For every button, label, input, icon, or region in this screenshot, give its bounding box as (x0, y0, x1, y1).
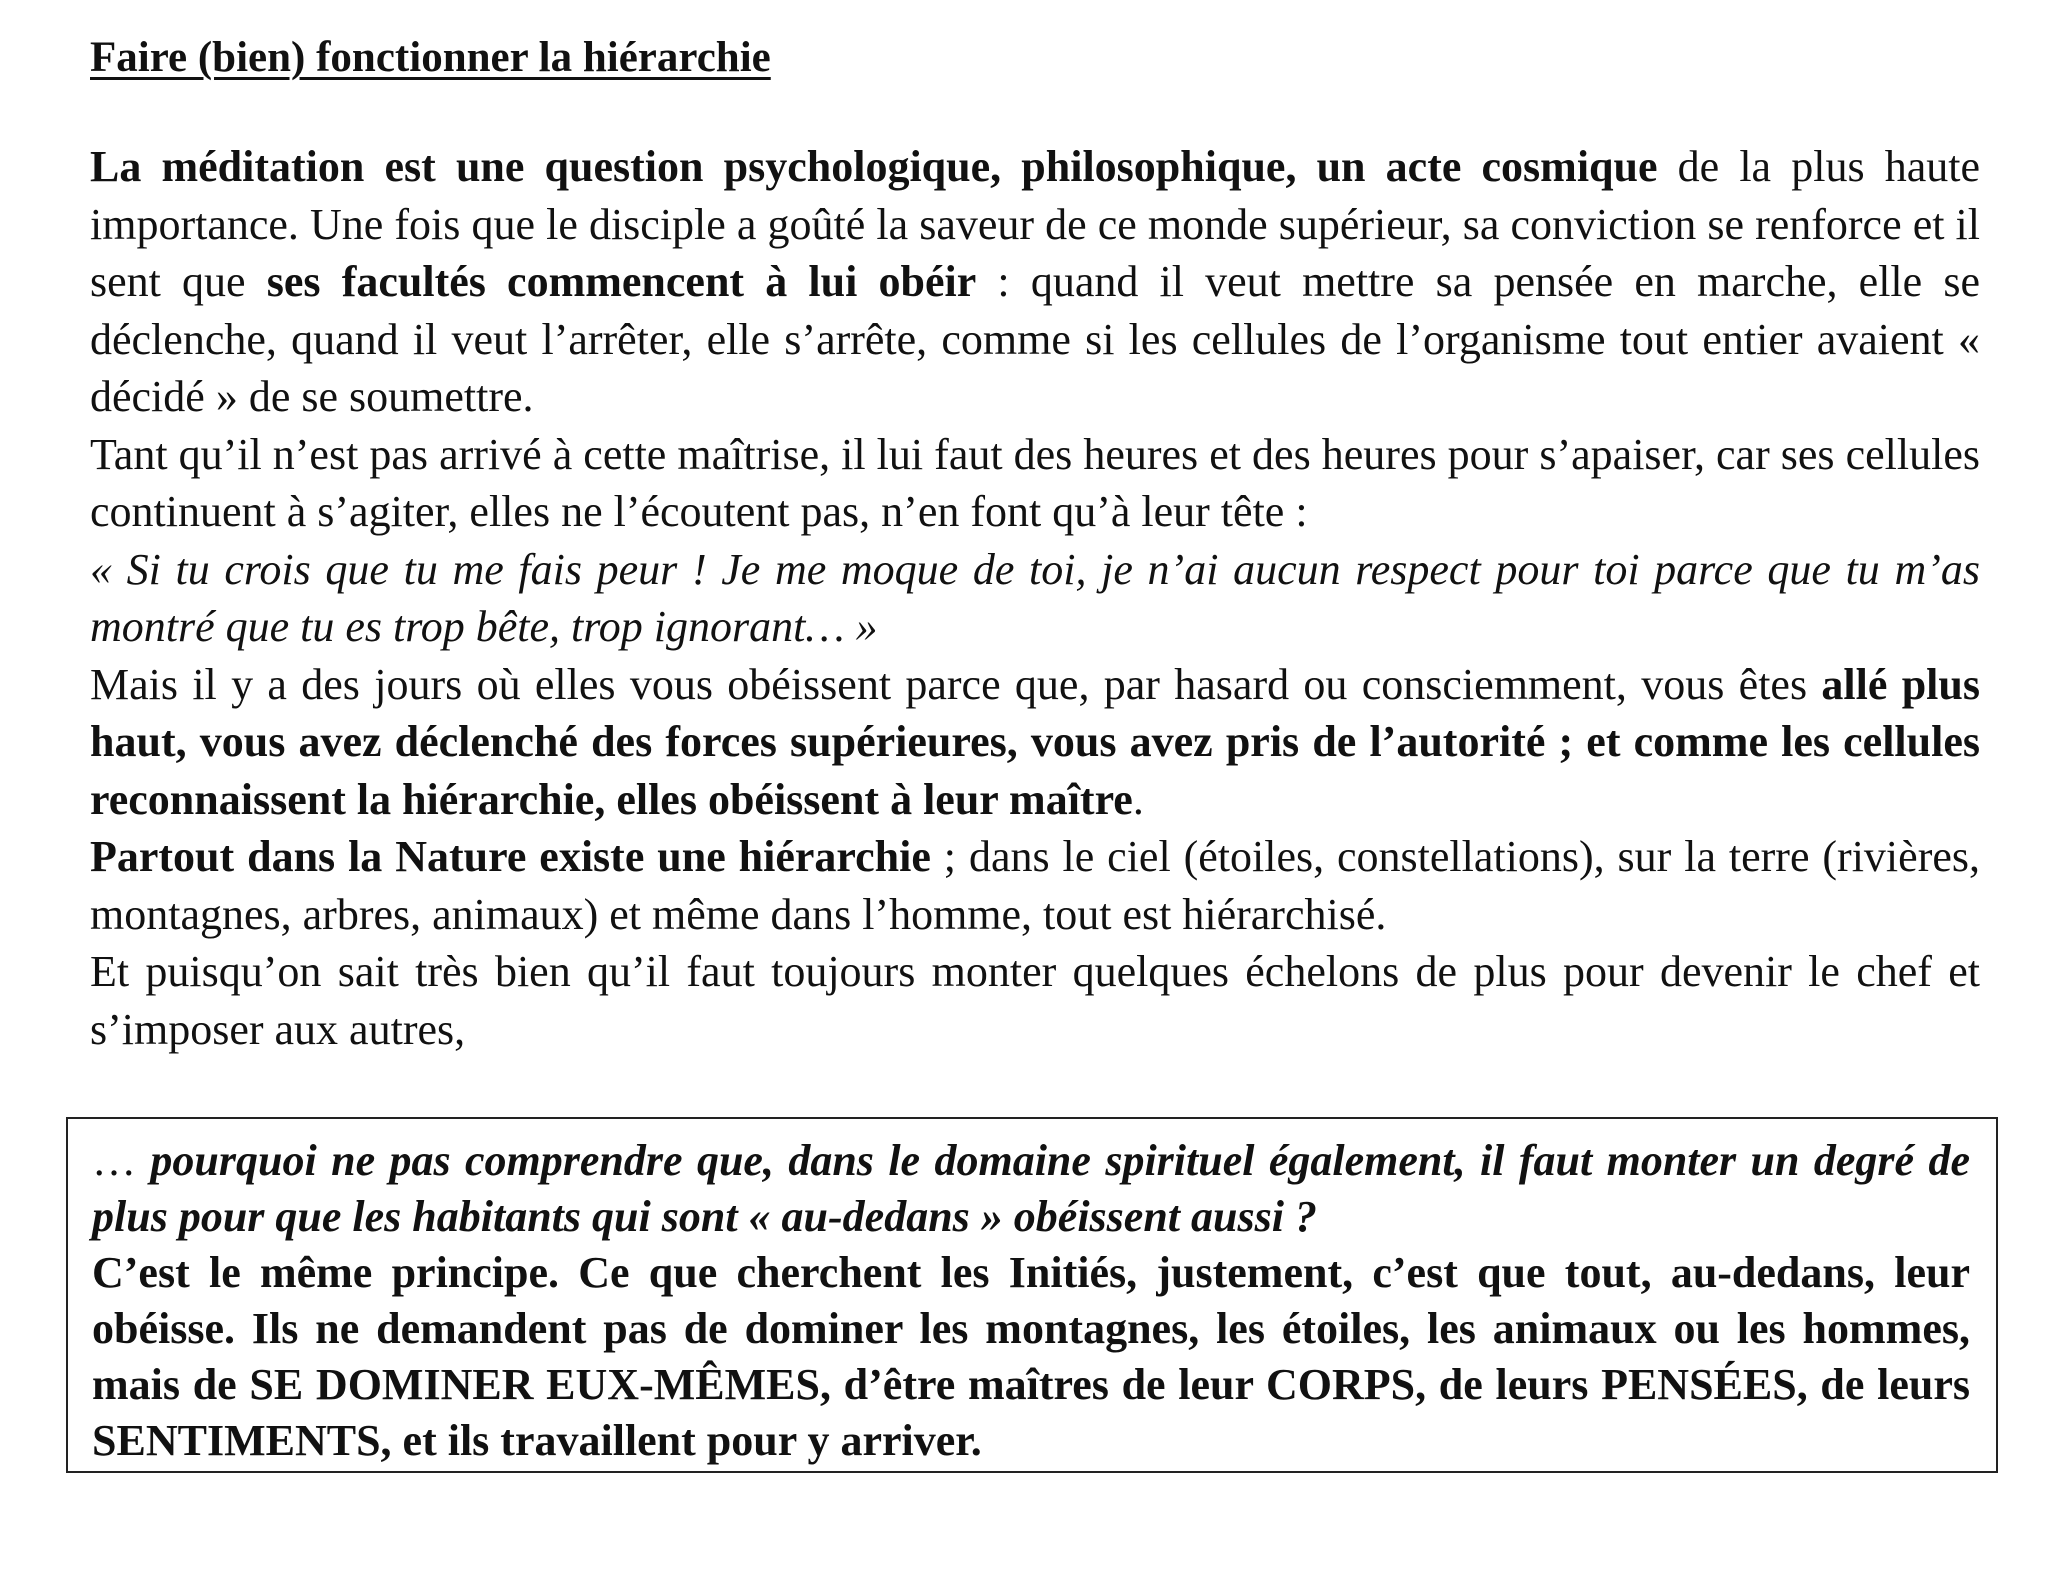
paragraph-quote (90, 541, 1980, 656)
document-page (90, 30, 1980, 1058)
bold-phrase: Partout dans la Nature existe une hiérarchie (90, 832, 931, 881)
text-run: , d’être maîtres de leur (819, 1360, 1266, 1409)
caps-phrase: SE DOMINER EUX-MÊMES (249, 1360, 820, 1409)
italic-question: pourquoi ne pas comprendre que, dans le domaine spirituel également, il faut monter un degré de plus pour que les habitants qui sont « au-dedans » obéissent aussi ? (92, 1136, 1971, 1241)
ellipsis: … (92, 1136, 151, 1185)
highlight-box-text (92, 1133, 1970, 1469)
document-title: Faire (bien) fonctionner la hiérarchie (90, 34, 771, 81)
paragraph-echelons: Et puisqu’on sait très bien qu’il faut toujours monter quelques échelons de plus pour devenir le chef et s’imposer aux autres, (90, 947, 1980, 1054)
text-run: ; dans le ciel (étoiles, constellations), sur la terre (rivières, montagnes, arbres, animaux) et même dans l’homme, tout est hiérarchisé. (90, 832, 1980, 939)
text-run: , de leurs (1415, 1360, 1602, 1409)
document-body (90, 138, 1980, 1058)
bold-phrase: La méditation est une question psychologique, philosophique, un acte cosmique (90, 142, 1658, 191)
text-run: Mais il y a des jours où elles vous obéissent parce que, par hasard ou consciemment, vous êtes (90, 659, 1822, 709)
bold-phrase: ses facultés commencent à lui obéir (266, 257, 977, 306)
caps-phrase: SENTIMENTS (92, 1416, 381, 1465)
italic-quote: « Si tu crois que tu me fais peur ! Je me moque de toi, je n’ai aucun respect pour toi parce que tu m’as montré que tu es trop bête, trop ignorant… » (90, 544, 1980, 651)
text-run: C’est le même principe. Ce que cherchent les Initiés, justement, c’est que tout, au-dedans, leur obéisse. Ils ne demandent pas de dominer les montagnes, les étoiles, les animaux ou les hommes, mais de (92, 1248, 1970, 1409)
paragraph-meditation (90, 138, 1980, 426)
caps-phrase: CORPS (1265, 1360, 1416, 1409)
caps-phrase: PENSÉES (1601, 1360, 1797, 1409)
bold-phrase: allé plus haut, vous avez déclenché des forces supérieures, vous avez pris de l’autorité ; et comme les cellules reconnaissent la hiérarchie, elles obéissent à leur maître (90, 659, 1980, 824)
paragraph-maitrise: Tant qu’il n’est pas arrivé à cette maîtrise, il lui faut des heures et des heures pour s’apaiser, car ses cellules continuent à s’agiter, elles ne l’écoutent pas, n’en font qu’à leur tête : (90, 429, 1980, 536)
text-run: de la plus haute importance. Une fois que le disciple a goûté la saveur de ce monde supérieur, sa conviction se renforce et il sent que (90, 142, 1980, 306)
text-run: , et ils travaillent pour y arriver. (380, 1416, 982, 1465)
highlight-box (66, 1117, 1998, 1473)
box-conclusion (92, 1245, 1970, 1469)
box-question (92, 1133, 1970, 1245)
paragraph-obeissance (90, 656, 1980, 829)
text-run: , de leurs (1796, 1360, 1970, 1409)
text-run: : quand il veut mettre sa pensée en marche, elle se déclenche, quand il veut l’arrêter, elle s’arrête, comme si les cellules de l’organisme tout entier avaient « décidé » de se soumettre. (90, 257, 1981, 421)
text-run: . (1132, 774, 1144, 824)
paragraph-nature (90, 828, 1980, 943)
